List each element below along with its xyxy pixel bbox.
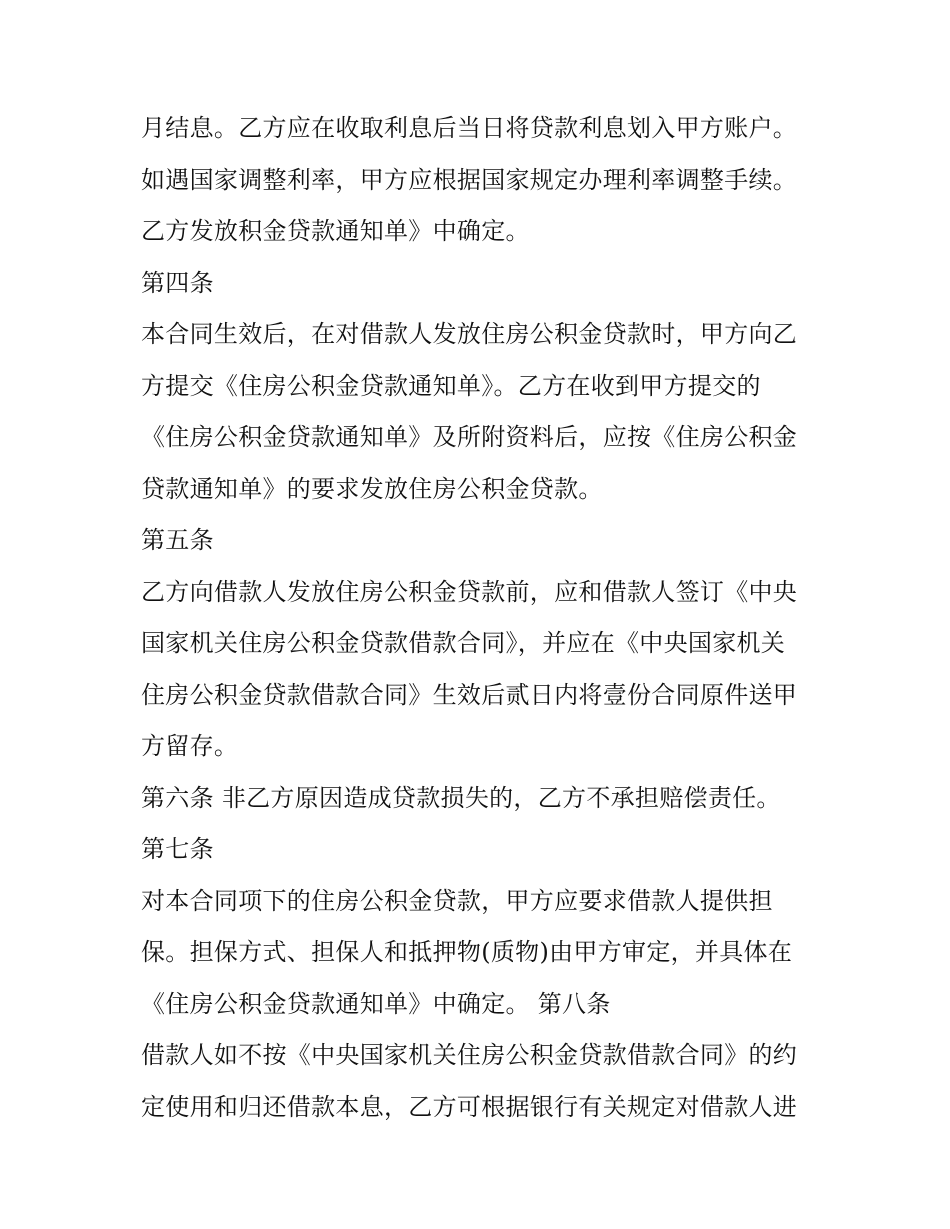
text-line: 方提交《住房公积金贷款通知单》。乙方在收到甲方提交的 <box>141 371 761 400</box>
text-line: 《住房公积金贷款通知单》及所附资料后，应按《住房公积金 <box>141 423 798 451</box>
article-6-line: 第六条 非乙方原因造成贷款损失的，乙方不承担赔偿责任。 <box>141 783 781 812</box>
text-line: 贷款通知单》的要求发放住房公积金贷款。 <box>141 474 603 503</box>
article-heading-7: 第七条 <box>141 835 214 863</box>
text-line: 对本合同项下的住房公积金贷款，甲方应要求借款人提供担 <box>141 886 773 915</box>
text-line: 定使用和归还借款本息，乙方可根据银行有关规定对借款人进 <box>141 1092 798 1121</box>
text-line: 乙方向借款人发放住房公积金贷款前，应和借款人签订《中央 <box>141 577 798 606</box>
article-heading-5: 第五条 <box>141 526 214 554</box>
text-line: 月结息。乙方应在收取利息后当日将贷款利息划入甲方账户。 <box>141 114 798 142</box>
article-heading-4: 第四条 <box>141 268 214 297</box>
text-line: 本合同生效后，在对借款人发放住房公积金贷款时，甲方向乙 <box>141 320 798 348</box>
text-line: 《住房公积金贷款通知单》中确定。 第八条 <box>141 989 611 1018</box>
text-line: 国家机关住房公积金贷款借款合同》，并应在《中央国家机关 <box>141 629 786 657</box>
text-line: 借款人如不按《中央国家机关住房公积金贷款借款合同》的约 <box>141 1041 798 1069</box>
text-line: 如遇国家调整利率，甲方应根据国家规定办理利率调整手续。 <box>141 165 798 194</box>
text-line: 住房公积金贷款借款合同》生效后贰日内将壹份合同原件送甲 <box>141 680 798 709</box>
text-line: 保。担保方式、担保人和抵押物(质物)由甲方审定，并具体在 <box>141 938 793 966</box>
document-body <box>141 103 821 1133</box>
text-line: 方留存。 <box>141 732 239 760</box>
text-line: 乙方发放积金贷款通知单》中确定。 <box>141 217 530 245</box>
